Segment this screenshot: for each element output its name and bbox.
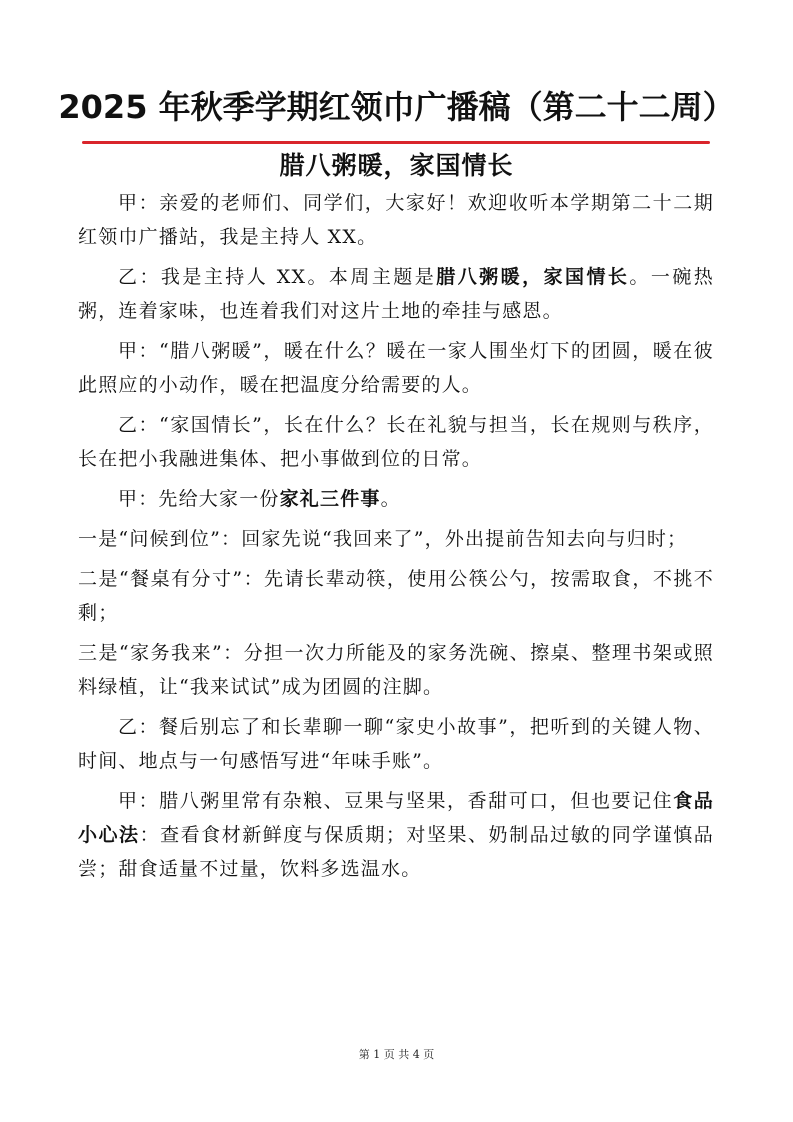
paragraph-text: 甲：亲爱的老师们、同学们，大家好！欢迎收听本学期第二十二期红领巾广播站，我是主持人 XX。 <box>78 192 714 248</box>
paragraph-food-safety <box>78 784 714 886</box>
paragraph-text: 甲：先给大家一份 <box>118 488 280 510</box>
document-subtitle: 腊八粥暖，家国情长 <box>279 151 514 180</box>
paragraph-family-history <box>78 710 714 778</box>
paragraph-text: 。一碗热粥，连着家味，也连着我们对这片土地的牵挂与感恩。 <box>78 266 714 322</box>
list-item-greeting <box>78 522 714 556</box>
paragraph-text: 。 <box>380 488 401 510</box>
paragraph-warmth <box>78 334 714 402</box>
paragraph-homeland <box>78 408 714 476</box>
title-underline <box>82 141 710 144</box>
paragraph-text: 乙：我是主持人 XX。本周主题是 <box>118 266 437 288</box>
paragraph-greeting <box>78 186 714 254</box>
document-body <box>78 186 714 892</box>
paragraph-text: 甲：“腊八粥暖”，暖在什么？暖在一家人围坐灯下的团圆，暖在彼此照应的小动作，暖在把温度分给需要的人。 <box>78 340 714 396</box>
page-number: 第 1 页 共 4 页 <box>358 1048 435 1061</box>
paragraph-text: 一是“问候到位”：回家先说“我回来了”，外出提前告知去向与归时； <box>78 528 688 550</box>
paragraph-emphasis: 腊八粥暖，家国情长 <box>436 266 630 288</box>
paragraph-text: 甲：腊八粥里常有杂粮、豆果与坚果，香甜可口，但也要记住 <box>118 790 674 812</box>
paragraph-text: 乙：“家国情长”，长在什么？长在礼貌与担当，长在规则与秩序，长在把小我融进集体、把小事做到位的日常。 <box>78 414 714 470</box>
paragraph-text: 二是“餐桌有分寸”：先请长辈动筷，使用公筷公勺，按需取食，不挑不剩； <box>78 568 714 624</box>
paragraph-theme <box>78 260 714 328</box>
document-title: 2025 年秋季学期红领巾广播稿（第二十二周） <box>58 88 735 126</box>
list-item-chores <box>78 636 714 704</box>
paragraph-emphasis: 食品小心法 <box>78 790 714 846</box>
paragraph-family-etiquette <box>78 482 714 516</box>
list-item-table-manners <box>78 562 714 630</box>
paragraph-emphasis: 家礼三件事 <box>279 488 381 510</box>
paragraph-text: ：查看食材新鲜度与保质期；对坚果、奶制品过敏的同学谨慎品尝；甜食适量不过量，饮料多选温水。 <box>78 824 714 880</box>
paragraph-text: 三是“家务我来”：分担一次力所能及的家务洗碗、擦桌、整理书架或照料绿植，让“我来试试”成为团圆的注脚。 <box>78 642 714 698</box>
paragraph-text: 乙：餐后别忘了和长辈聊一聊“家史小故事”，把听到的关键人物、时间、地点与一句感悟写进“年味手账”。 <box>78 716 714 772</box>
